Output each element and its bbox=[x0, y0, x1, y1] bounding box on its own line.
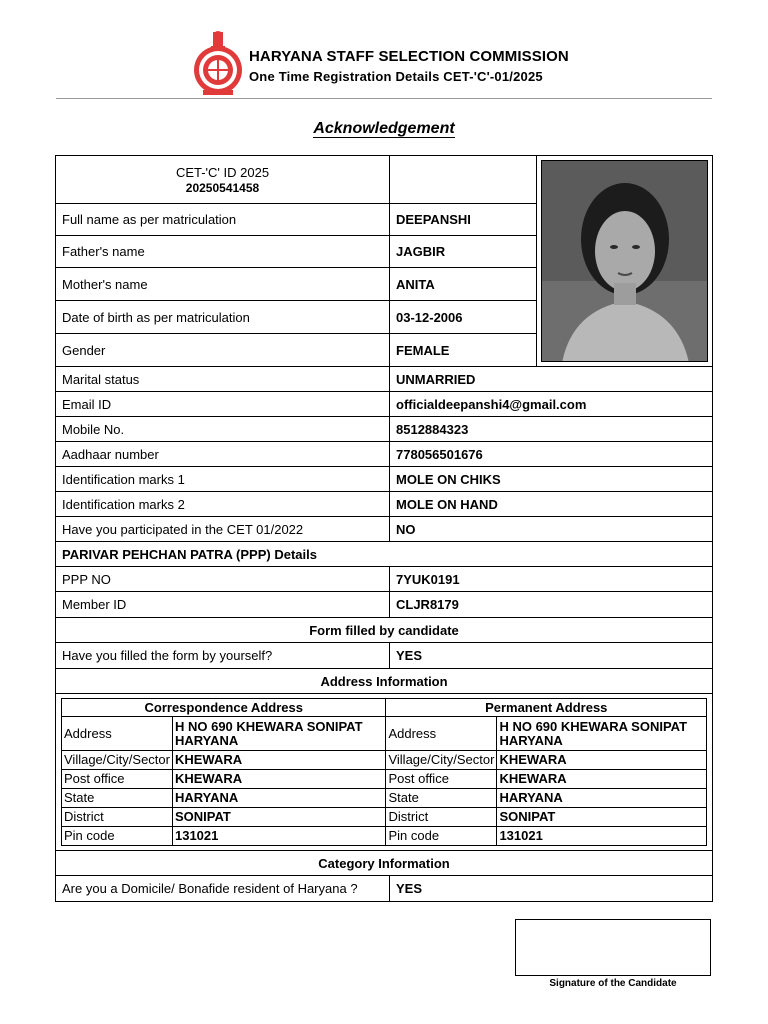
address-row bbox=[62, 827, 707, 846]
corr-pin-code-value: 131021 bbox=[172, 827, 385, 846]
form-filled-heading: Form filled by candidate bbox=[55, 617, 713, 643]
registration-title: One Time Registration Details CET-'C'-01/2025 bbox=[249, 69, 543, 84]
permanent-address-heading: Permanent Address bbox=[386, 699, 707, 717]
value-full-name: DEEPANSHI bbox=[389, 203, 537, 236]
corr-state-label: State bbox=[62, 789, 173, 808]
address-heading: Address Information bbox=[55, 668, 713, 694]
label-domicile: Are you a Domicile/ Bonafide resident of Haryana ? bbox=[55, 875, 390, 902]
perm-district-label: District bbox=[386, 808, 497, 827]
value-mother-name: ANITA bbox=[389, 267, 537, 301]
label-id-marks-1: Identification marks 1 bbox=[55, 466, 390, 492]
perm-address-label: Address bbox=[386, 717, 497, 751]
cet-id-cell bbox=[55, 155, 390, 204]
value-member-id: CLJR8179 bbox=[389, 591, 713, 618]
corr-post-office-value: KHEWARA bbox=[172, 770, 385, 789]
value-mobile: 8512884323 bbox=[389, 416, 713, 442]
corr-village-value: KHEWARA bbox=[172, 751, 385, 770]
perm-pin-code-label: Pin code bbox=[386, 827, 497, 846]
perm-post-office-label: Post office bbox=[386, 770, 497, 789]
correspondence-address-heading: Correspondence Address bbox=[62, 699, 386, 717]
corr-district-value: SONIPAT bbox=[172, 808, 385, 827]
org-name: HARYANA STAFF SELECTION COMMISSION bbox=[249, 48, 569, 65]
value-id-marks-1: MOLE ON CHIKS bbox=[389, 466, 713, 492]
value-dob: 03-12-2006 bbox=[389, 300, 537, 334]
label-ppp-no: PPP NO bbox=[55, 566, 390, 592]
perm-state-label: State bbox=[386, 789, 497, 808]
address-row bbox=[62, 770, 707, 789]
value-domicile: YES bbox=[389, 875, 713, 902]
label-email: Email ID bbox=[55, 391, 390, 417]
value-aadhaar: 778056501676 bbox=[389, 441, 713, 467]
label-father-name: Father's name bbox=[55, 235, 390, 268]
label-mother-name: Mother's name bbox=[55, 267, 390, 301]
address-table bbox=[61, 698, 707, 846]
label-form-filled: Have you filled the form by yourself? bbox=[55, 642, 390, 669]
value-father-name: JAGBIR bbox=[389, 235, 537, 268]
label-member-id: Member ID bbox=[55, 591, 390, 618]
perm-state-value: HARYANA bbox=[497, 789, 707, 808]
signature-box bbox=[515, 919, 711, 976]
signature-label: Signature of the Candidate bbox=[549, 978, 677, 989]
corr-pin-code-label: Pin code bbox=[62, 827, 173, 846]
candidate-photo-image bbox=[542, 161, 708, 362]
value-form-filled: YES bbox=[389, 642, 713, 669]
perm-district-value: SONIPAT bbox=[497, 808, 707, 827]
cet-id-label: CET-'C' ID 2025 bbox=[175, 164, 270, 180]
value-cet-participation: NO bbox=[389, 516, 713, 542]
label-marital-status: Marital status bbox=[55, 366, 390, 392]
candidate-photo bbox=[541, 160, 708, 362]
address-row bbox=[62, 717, 707, 751]
corr-district-label: District bbox=[62, 808, 173, 827]
cet-id-blank-cell bbox=[389, 155, 537, 204]
page-title: Acknowledgement bbox=[313, 120, 455, 137]
ppp-heading: PARIVAR PEHCHAN PATRA (PPP) Details bbox=[55, 541, 713, 567]
corr-post-office-label: Post office bbox=[62, 770, 173, 789]
perm-address-value: H NO 690 KHEWARA SONIPAT HARYANA bbox=[497, 717, 707, 751]
label-dob: Date of birth as per matriculation bbox=[55, 300, 390, 334]
corr-address-label: Address bbox=[62, 717, 173, 751]
corr-state-value: HARYANA bbox=[172, 789, 385, 808]
perm-village-label: Village/City/Sector bbox=[386, 751, 497, 770]
value-email: officialdeepanshi4@gmail.com bbox=[389, 391, 713, 417]
label-full-name: Full name as per matriculation bbox=[55, 203, 390, 236]
perm-pin-code-value: 131021 bbox=[497, 827, 707, 846]
value-gender: FEMALE bbox=[389, 333, 537, 367]
label-mobile: Mobile No. bbox=[55, 416, 390, 442]
value-id-marks-2: MOLE ON HAND bbox=[389, 491, 713, 517]
value-ppp-no: 7YUK0191 bbox=[389, 566, 713, 592]
address-row bbox=[62, 808, 707, 827]
address-row bbox=[62, 789, 707, 808]
label-gender: Gender bbox=[55, 333, 390, 367]
corr-address-value: H NO 690 KHEWARA SONIPAT HARYANA bbox=[172, 717, 385, 751]
address-row bbox=[62, 751, 707, 770]
perm-post-office-value: KHEWARA bbox=[497, 770, 707, 789]
label-aadhaar: Aadhaar number bbox=[55, 441, 390, 467]
corr-village-label: Village/City/Sector bbox=[62, 751, 173, 770]
value-marital-status: UNMARRIED bbox=[389, 366, 713, 392]
perm-village-value: KHEWARA bbox=[497, 751, 707, 770]
label-cet-participation: Have you participated in the CET 01/2022 bbox=[55, 516, 390, 542]
cet-id-value: 20250541458 bbox=[185, 180, 260, 195]
label-id-marks-2: Identification marks 2 bbox=[55, 491, 390, 517]
category-heading: Category Information bbox=[55, 850, 713, 876]
